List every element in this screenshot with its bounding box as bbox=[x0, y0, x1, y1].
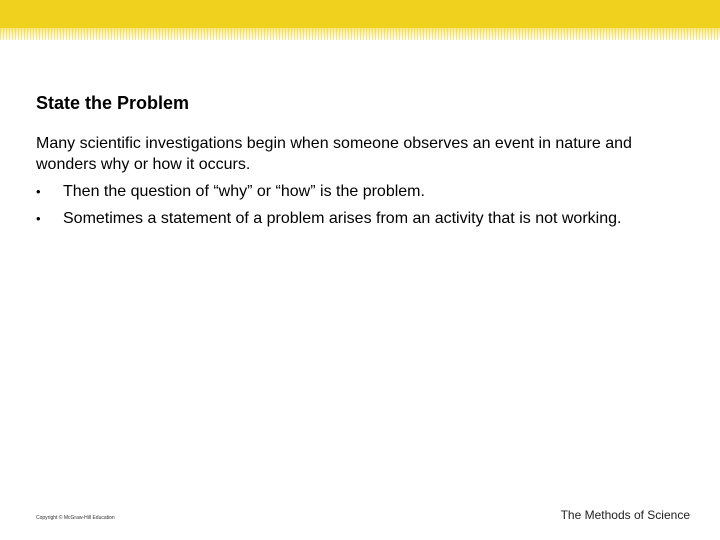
slide-title: State the Problem bbox=[36, 93, 190, 113]
bullet-dot-icon: • bbox=[36, 184, 41, 199]
bullet-dot-icon: • bbox=[36, 211, 41, 226]
copyright-notice: Copyright © McGraw-Hill Education bbox=[36, 515, 115, 521]
bullet-item bbox=[36, 208, 656, 229]
bullet-list bbox=[36, 181, 656, 235]
footer-chapter-title: The Methods of Science bbox=[560, 508, 690, 522]
bullet-text: Then the question of “why” or “how” is the problem. bbox=[63, 183, 425, 200]
header-stripe-pattern bbox=[0, 28, 720, 40]
bullet-text: Sometimes a statement of a problem arises from an activity that is not working. bbox=[63, 210, 622, 227]
bullet-item bbox=[36, 181, 656, 202]
header-accent-band bbox=[0, 0, 720, 28]
intro-paragraph: Many scientific investigations begin when someone observes an event in nature and wonders why or how it occurs. bbox=[36, 135, 632, 173]
